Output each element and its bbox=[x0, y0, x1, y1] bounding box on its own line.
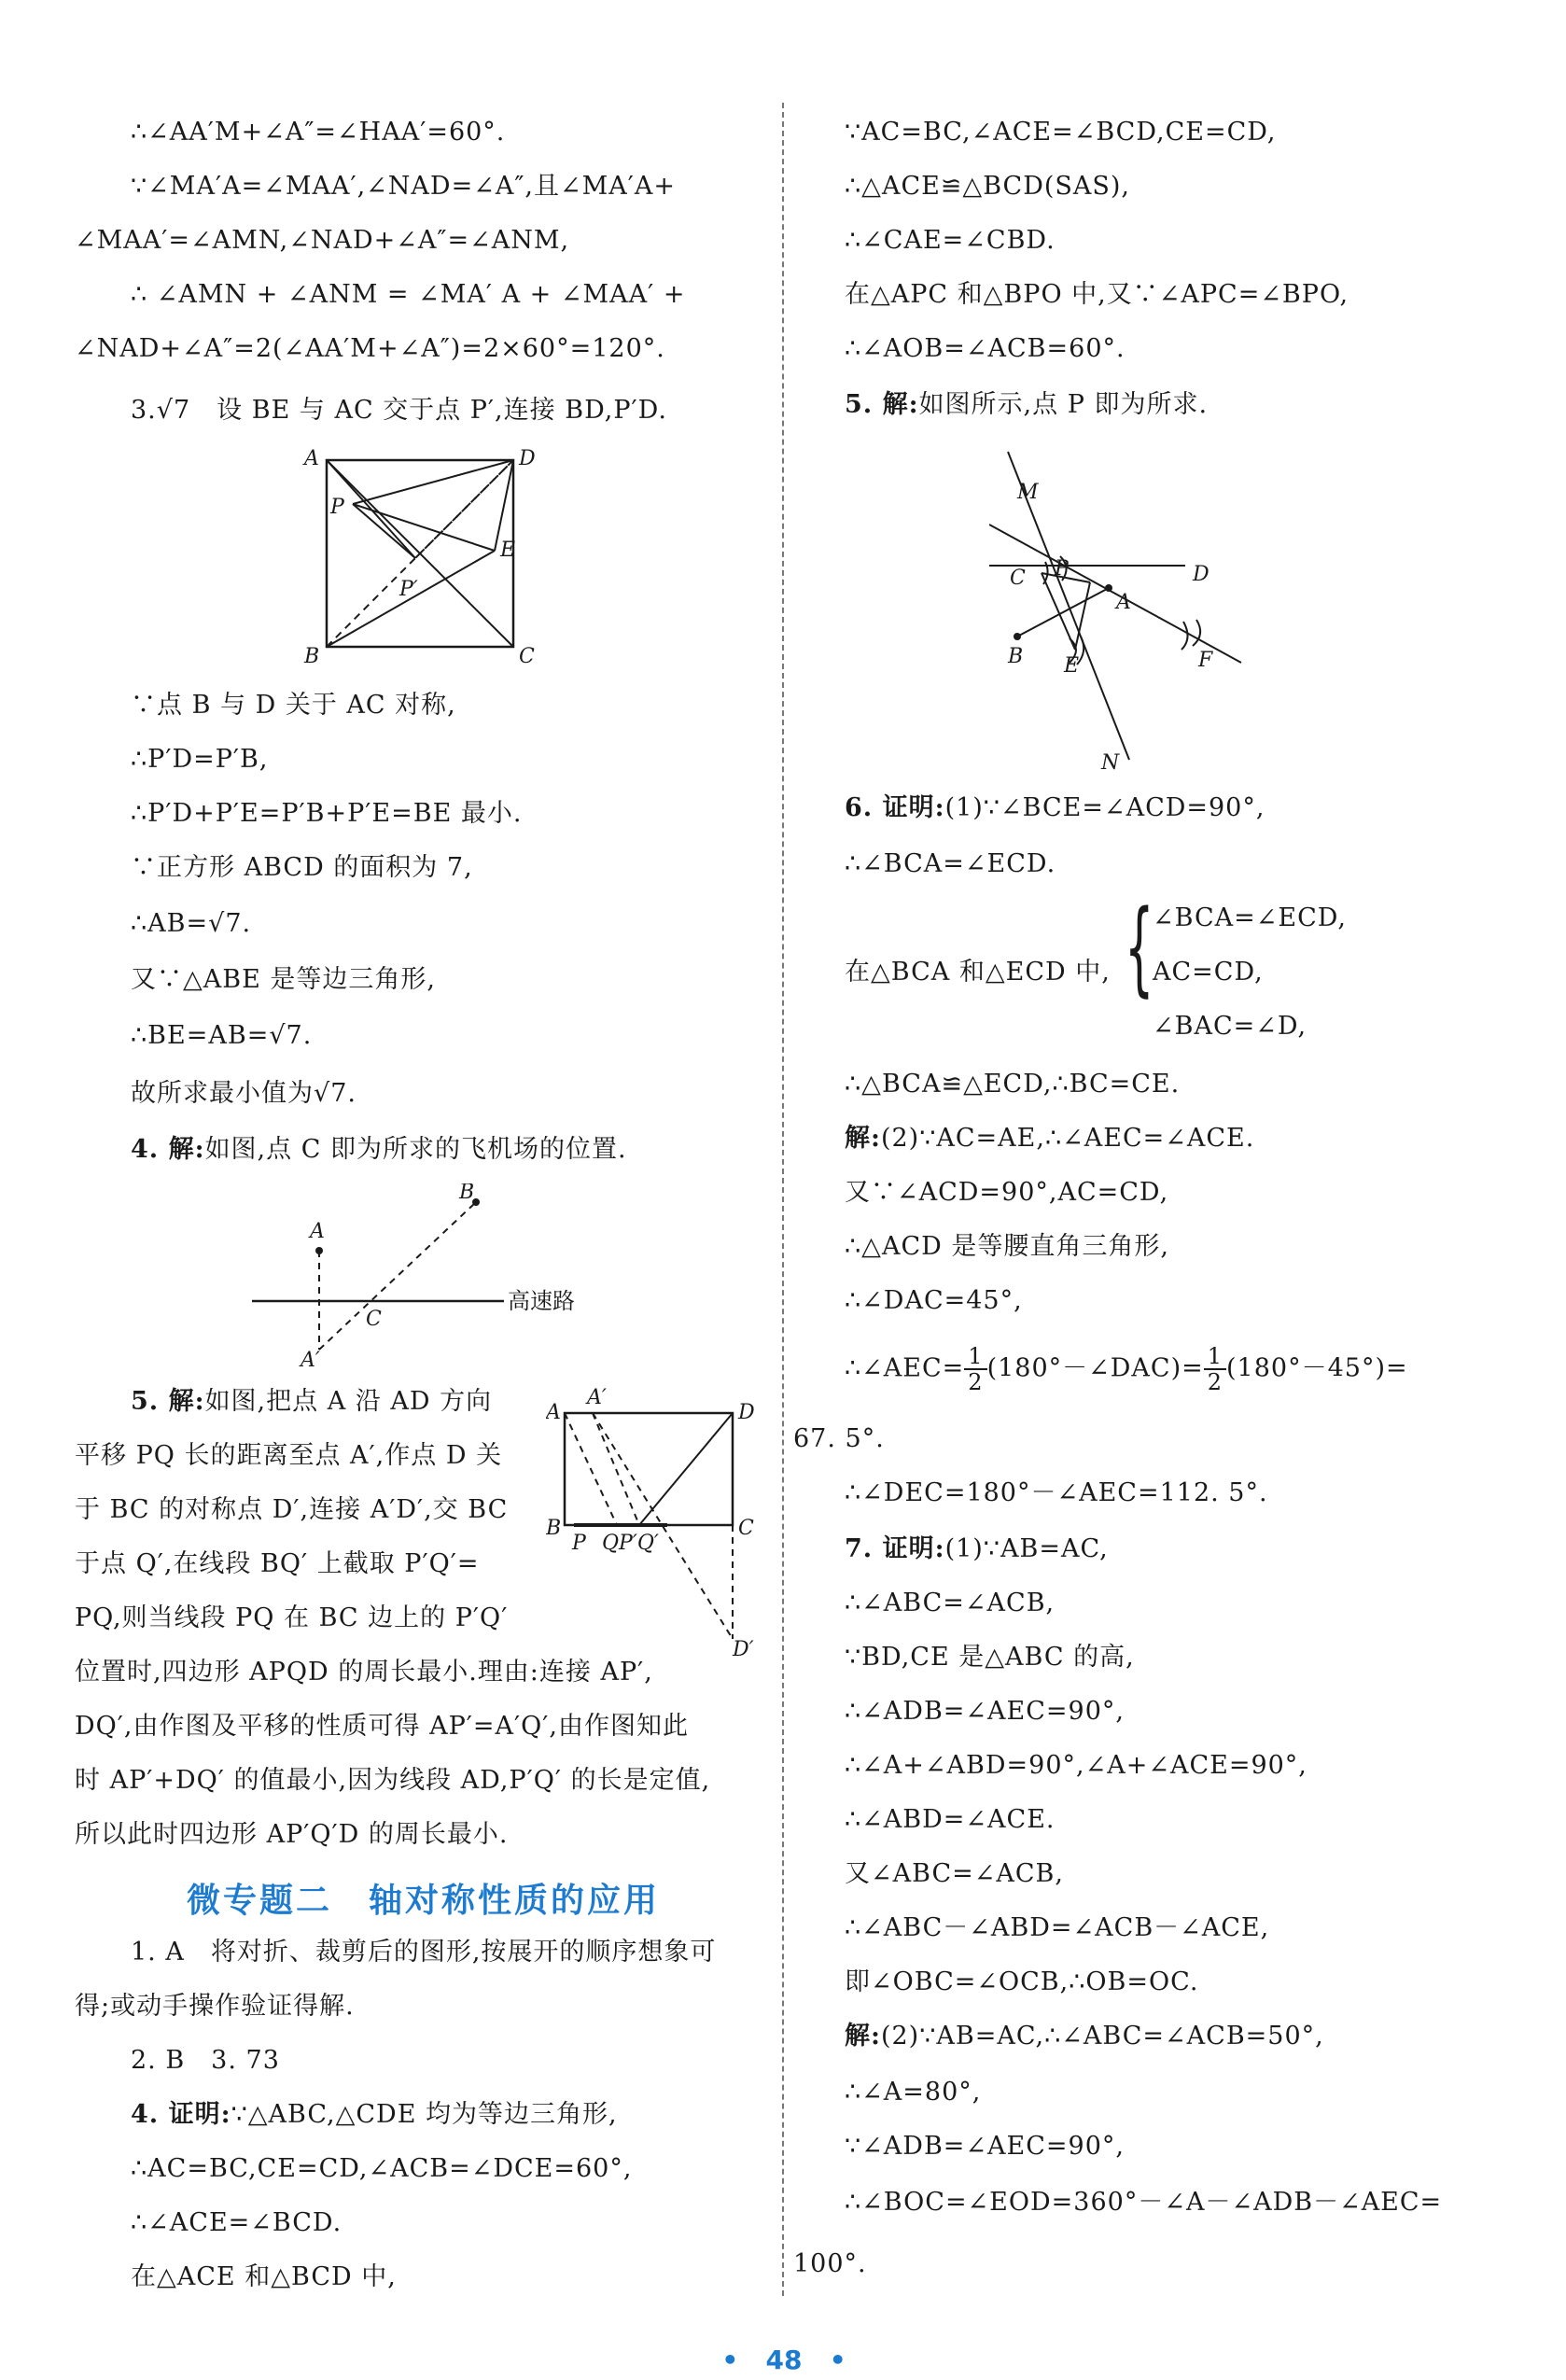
text-line: 解:(2)∵AB=AC,∴∠ABC=∠ACB=50°, bbox=[845, 2022, 1324, 2051]
label-A: A bbox=[546, 1401, 561, 1424]
text-line: ∴∠BOC=∠EOD=360°－∠A－∠ADB－∠AEC= bbox=[845, 2188, 1443, 2217]
text-line: 100°. bbox=[793, 2249, 867, 2278]
text-line: 3.√7 设 BE 与 AC 交于点 P′,连接 BD,P′D. bbox=[131, 396, 667, 425]
label-M: M bbox=[1017, 481, 1039, 504]
label-QPQ: QP′Q′ bbox=[602, 1532, 659, 1555]
text-line: 所以此时四边形 AP′Q′D 的周长最小. bbox=[75, 1820, 509, 1849]
text-line: 于点 Q′,在线段 BQ′ 上截取 P′Q′= bbox=[75, 1549, 480, 1578]
text-line: ∠NAD+∠A″=2(∠AA′M+∠A″)=2×60°=120°. bbox=[75, 334, 665, 363]
text-line: ∴∠ACE=∠BCD. bbox=[131, 2208, 343, 2237]
text-line: ∴∠AOB=∠ACB=60°. bbox=[845, 334, 1126, 363]
text-line: 又∠ABC=∠ACB, bbox=[845, 1859, 1064, 1888]
topic-title: 微专题二 轴对称性质的应用 bbox=[187, 1882, 661, 1920]
text-line: ∴P′D+P′E=P′B+P′E=BE 最小. bbox=[131, 799, 523, 828]
road-label: 高速路 bbox=[508, 1288, 575, 1314]
text-line: ∵点 B 与 D 关于 AC 对称, bbox=[131, 691, 456, 720]
text-line: 5. 解:如图,把点 A 沿 AD 方向 bbox=[131, 1387, 493, 1416]
text-line: 于 BC 的对称点 D′,连接 A′D′,交 BC bbox=[75, 1495, 509, 1524]
label-E: E bbox=[1064, 654, 1080, 678]
label-C: C bbox=[519, 645, 535, 668]
text-line: 6. 证明:(1)∵∠BCE=∠ACD=90°, bbox=[845, 793, 1265, 822]
text-line: 时 AP′+DQ′ 的值最小,因为线段 AD,P′Q′ 的长是定值, bbox=[75, 1766, 711, 1795]
text-line: 位置时,四边形 APQD 的周长最小.理由:连接 AP′, bbox=[75, 1658, 653, 1687]
label-D: D bbox=[519, 447, 536, 470]
text-line: 即∠OBC=∠OCB,∴OB=OC. bbox=[845, 1967, 1199, 1996]
problem-label: 6. 证明: bbox=[845, 793, 945, 822]
problem-label: 解: bbox=[845, 2022, 881, 2051]
problem-label: 5. 解: bbox=[845, 390, 919, 419]
text-line: 故所求最小值为√7. bbox=[131, 1079, 357, 1108]
text-line: ∴∠ADB=∠AEC=90°, bbox=[845, 1697, 1125, 1726]
label-D: D bbox=[738, 1401, 755, 1424]
label-C: C bbox=[738, 1517, 754, 1540]
text-line: ∴∠DEC=180°－∠AEC=112. 5°. bbox=[845, 1478, 1268, 1507]
text-line: 7. 证明:(1)∵AB=AC, bbox=[845, 1534, 1109, 1563]
text-line: PQ,则当线段 PQ 在 BC 边上的 P′Q′ bbox=[75, 1603, 509, 1632]
column-divider bbox=[782, 103, 784, 2296]
text-line: 得;或动手操作验证得解. bbox=[75, 1992, 355, 2021]
label-A-prime: A′ bbox=[587, 1386, 607, 1409]
page-number: • 48 • bbox=[721, 2345, 846, 2375]
text-line: ∵BD,CE 是△ABC 的高, bbox=[845, 1643, 1135, 1672]
label-A: A bbox=[1116, 591, 1131, 614]
label-D-prime: D′ bbox=[733, 1638, 754, 1661]
text-line: 5. 解:如图所示,点 P 即为所求. bbox=[845, 390, 1209, 419]
problem-label: 4. 解: bbox=[131, 1135, 205, 1164]
text-line: ∴∠A=80°, bbox=[845, 2078, 982, 2107]
text-line: ∠MAA′=∠AMN,∠NAD+∠A″=∠ANM, bbox=[75, 226, 570, 255]
problem-label: 5. 解: bbox=[131, 1387, 205, 1416]
text-line: ∵∠ADB=∠AEC=90°, bbox=[845, 2132, 1125, 2161]
problem-label: 4. 证明: bbox=[131, 2100, 231, 2129]
text-line: 1. A 将对折、裁剪后的图形,按展开的顺序想象可 bbox=[131, 1938, 717, 1967]
label-C: C bbox=[366, 1308, 382, 1331]
text-line: ∴△ACD 是等腰直角三角形, bbox=[845, 1232, 1169, 1261]
fraction: $\frac{1}{2}$ bbox=[964, 1344, 986, 1394]
label-P: P bbox=[572, 1532, 586, 1555]
text-line: ∴ ∠AMN + ∠ANM = ∠MA′ A + ∠MAA′ + bbox=[131, 280, 686, 309]
label-N: N bbox=[1101, 751, 1120, 775]
label-D: D bbox=[1193, 563, 1209, 586]
text-line: 解:(2)∵AC=AE,∴∠AEC=∠ACE. bbox=[845, 1124, 1255, 1153]
system-line: AC=CD, bbox=[1153, 958, 1264, 987]
system-line: ∠BCA=∠ECD, bbox=[1153, 903, 1348, 932]
text-line: ∴AC=BC,CE=CD,∠ACB=∠DCE=60°, bbox=[131, 2154, 633, 2183]
text-line: 平移 PQ 长的距离至点 A′,作点 D 关 bbox=[75, 1441, 503, 1470]
text-line: ∵AC=BC,∠ACE=∠BCD,CE=CD, bbox=[845, 118, 1277, 147]
fraction: $\frac{1}{2}$ bbox=[1204, 1344, 1226, 1394]
label-P: P bbox=[330, 496, 344, 519]
square-figure bbox=[299, 446, 616, 670]
label-B: B bbox=[304, 645, 320, 668]
text-line: 4. 证明:∵△ABC,△CDE 均为等边三角形, bbox=[131, 2100, 618, 2129]
text-line: 又∵∠ACD=90°,AC=CD, bbox=[845, 1178, 1169, 1207]
construction-figure bbox=[989, 442, 1269, 778]
problem-label: 7. 证明: bbox=[845, 1534, 945, 1563]
brace: { bbox=[1125, 888, 1154, 1007]
problem-label: 解: bbox=[845, 1124, 881, 1153]
text-line: ∴∠BCA=∠ECD. bbox=[845, 849, 1056, 878]
text-line: 67. 5°. bbox=[793, 1424, 885, 1453]
text-line: ∵∠MA′A=∠MAA′,∠NAD=∠A″,且∠MA′A+ bbox=[131, 172, 677, 201]
label-A: A bbox=[310, 1220, 325, 1243]
rect-figure bbox=[546, 1385, 770, 1665]
text-line: ∴∠AEC= $\frac{1}{2}$ (180°－∠DAC)= $\frac{1}{2}$ (180°－45°)= bbox=[845, 1343, 1408, 1395]
text-line: 又∵△ABE 是等边三角形, bbox=[131, 965, 436, 994]
text-line: ∴AB=√7. bbox=[131, 909, 252, 938]
label-C: C bbox=[1010, 567, 1026, 590]
text-line: 在△APC 和△BPO 中,又∵∠APC=∠BPO, bbox=[845, 280, 1349, 309]
label-A: A bbox=[304, 447, 319, 470]
airport-figure bbox=[252, 1183, 681, 1370]
label-E: E bbox=[500, 539, 516, 562]
text-line: ∴∠DAC=45°, bbox=[845, 1286, 1023, 1315]
label-P: P bbox=[1055, 557, 1069, 581]
text-line: ∴P′D=P′B, bbox=[131, 745, 269, 774]
text-line: DQ′,由作图及平移的性质可得 AP′=A′Q′,由作图知此 bbox=[75, 1712, 689, 1741]
text-line: ∵正方形 ABCD 的面积为 7, bbox=[131, 853, 473, 882]
text-line: ∴∠ABD=∠ACE. bbox=[845, 1805, 1056, 1834]
label-B: B bbox=[1008, 645, 1024, 668]
label-F: F bbox=[1198, 649, 1213, 672]
text-line: 2. B 3. 73 bbox=[131, 2046, 280, 2075]
text-line: ∴△BCA≌△ECD,∴BC=CE. bbox=[845, 1070, 1181, 1099]
text-line: 在△ACE 和△BCD 中, bbox=[131, 2262, 397, 2291]
text-line: ∴BE=AB=√7. bbox=[131, 1021, 313, 1050]
system-line: ∠BAC=∠D, bbox=[1153, 1012, 1307, 1041]
text-line: ∴△ACE≌△BCD(SAS), bbox=[845, 172, 1130, 201]
text-line: ∴∠AA′M+∠A″=∠HAA′=60°. bbox=[131, 118, 506, 147]
label-A-prime: A′ bbox=[301, 1349, 320, 1370]
label-B: B bbox=[459, 1183, 475, 1204]
label-P-prime: P′ bbox=[399, 578, 418, 601]
label-B: B bbox=[546, 1517, 562, 1540]
text-line: 4. 解:如图,点 C 即为所求的飞机场的位置. bbox=[131, 1135, 627, 1164]
text-line: ∴∠CAE=∠CBD. bbox=[845, 226, 1056, 255]
text-line: 在△BCA 和△ECD 中, bbox=[845, 958, 1111, 987]
text-line: ∴∠ABC=∠ACB, bbox=[845, 1589, 1056, 1617]
text-line: ∴∠ABC－∠ABD=∠ACB－∠ACE, bbox=[845, 1913, 1270, 1942]
text-line: ∴∠A+∠ABD=90°,∠A+∠ACE=90°, bbox=[845, 1751, 1307, 1780]
